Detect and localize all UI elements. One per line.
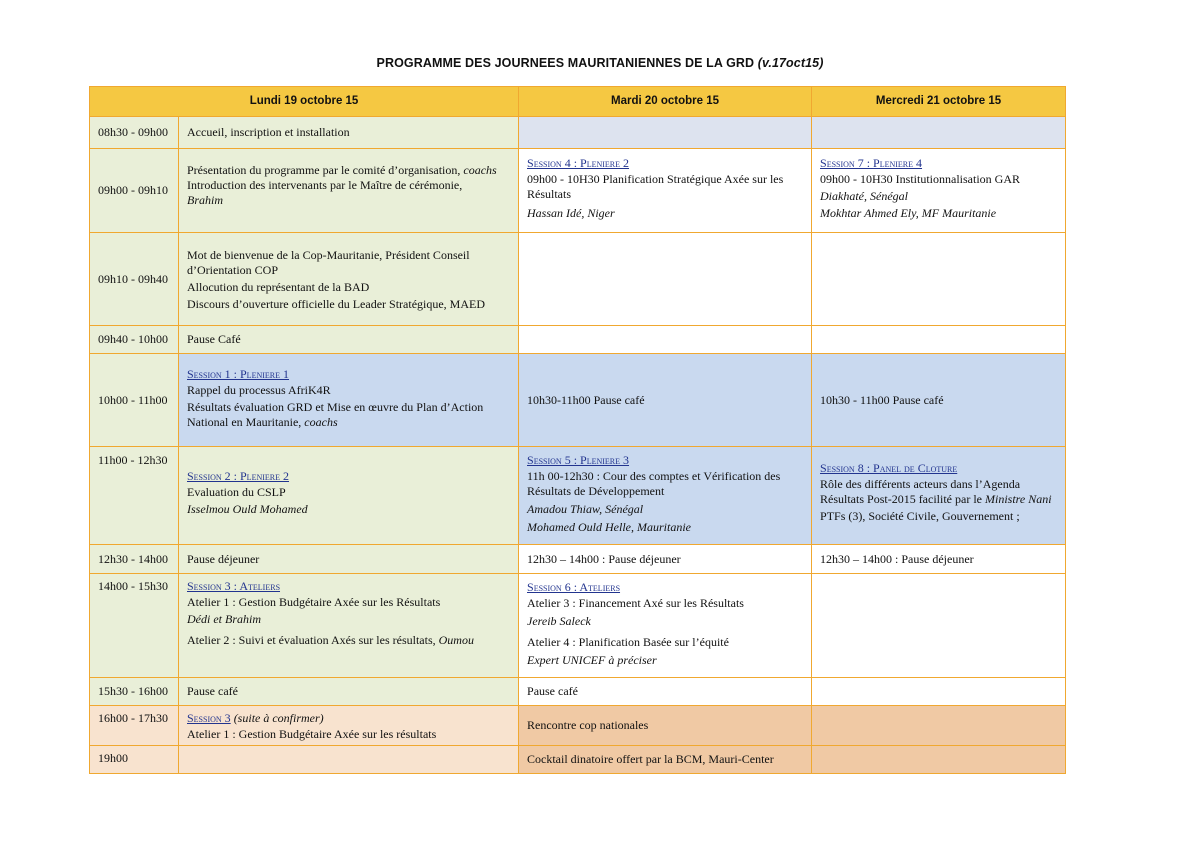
cell-text: 10h30-11h00 Pause café (527, 392, 645, 407)
day1-cell (179, 678, 519, 706)
table-row (90, 149, 1066, 233)
day2-cell (519, 326, 812, 354)
table-row (90, 447, 1066, 545)
cell-text: Rappel du processus AfriK4R (187, 383, 331, 397)
day3-cell (812, 574, 1066, 678)
day3-cell (812, 706, 1066, 746)
document-title (0, 56, 1200, 70)
table-row (90, 706, 1066, 746)
day3-cell (812, 326, 1066, 354)
day2-cell (519, 746, 812, 774)
session-link[interactable]: Session 3 (187, 711, 231, 725)
day3-cell (812, 149, 1066, 233)
cell-line (820, 477, 1055, 507)
day2-cell (519, 678, 812, 706)
cell-text: PTFs (3), Société Civile, Gouvernement ; (820, 509, 1020, 523)
table-row (90, 574, 1066, 678)
day1-cell (179, 545, 519, 574)
cell-italic: Mohamed Ould Helle, Mauritanie (527, 520, 691, 534)
cell-text: Rencontre cop nationales (527, 718, 649, 732)
cell-text: 11h 00-12h30 : Cour des comptes et Vérification des Résultats de Développement (527, 469, 781, 498)
session-link[interactable]: Session 2 : Pleniere 2 (187, 469, 290, 483)
day3-cell (812, 678, 1066, 706)
header-row (90, 87, 1066, 117)
title-version: (v.17oct15) (757, 56, 824, 70)
cell-text: Atelier 4 : Planification Basée sur l’équité (527, 635, 729, 649)
time-cell: 12h30 - 14h00 (90, 545, 179, 574)
cell-text: Cocktail dinatoire offert par la BCM, Mauri-Center (527, 752, 774, 766)
session-link[interactable]: Session 4 : Pleniere 2 (527, 156, 630, 170)
day1-cell (179, 706, 519, 746)
cell-italic: Diakhaté, Sénégal (820, 189, 908, 203)
day1-cell (179, 149, 519, 233)
cell-text: Résultats évaluation GRD et Mise en œuvre du Plan d’Action National en Mauritanie, (187, 400, 484, 429)
day2-cell (519, 447, 812, 545)
time-cell: 16h00 - 17h30 (90, 706, 179, 746)
cell-text: Atelier 2 : Suivi et évaluation Axés sur les résultats, (187, 633, 439, 647)
day3-cell (812, 354, 1066, 447)
day2-cell (519, 149, 812, 233)
session-link[interactable]: Session 5 : Pleniere 3 (527, 453, 630, 467)
day2-cell (519, 117, 812, 149)
time-cell: 11h00 - 12h30 (90, 447, 179, 545)
day3-cell (812, 545, 1066, 574)
cell-text: Atelier 3 : Financement Axé sur les Résultats (527, 596, 744, 610)
day1-cell (179, 233, 519, 326)
cell-text: Evaluation du CSLP (187, 485, 286, 499)
day1-cell (179, 117, 519, 149)
table-row (90, 545, 1066, 574)
cell-text: Discours d’ouverture officielle du Leader Stratégique, MAED (187, 297, 486, 311)
day2-cell (519, 706, 812, 746)
cell-text: Introduction des intervenants par le Maître de cérémonie, (187, 178, 463, 192)
day1-cell (179, 447, 519, 545)
header-day3: Mercredi 21 octobre 15 (812, 87, 1066, 117)
cell-italic: Brahim (187, 193, 223, 207)
time-cell: 10h00 - 11h00 (90, 354, 179, 447)
cell-text: 12h30 – 14h00 : Pause déjeuner (820, 551, 974, 566)
cell-text: Mot de bienvenue de la Cop-Mauritanie, Président Conseil d’Orientation COP (187, 248, 470, 277)
cell-line (187, 711, 508, 726)
cell-italic: Mokhtar Ahmed Ely, MF Mauritanie (820, 206, 997, 220)
day3-cell (812, 447, 1066, 545)
cell-italic: Hassan Idé, Niger (527, 206, 615, 220)
day2-cell (519, 233, 812, 326)
cell-text: 10h30 - 11h00 Pause café (820, 392, 944, 407)
cell-italic: Isselmou Ould Mohamed (187, 502, 308, 516)
session-note: (suite à confirmer) (230, 711, 324, 725)
session-link[interactable]: Session 8 : Panel de Cloture (820, 461, 958, 475)
header-day2: Mardi 20 octobre 15 (519, 87, 812, 117)
cell-text: Pause Café (187, 332, 241, 346)
cell-text: Allocution du représentant de la BAD (187, 280, 370, 294)
table-row (90, 326, 1066, 354)
day1-cell (179, 354, 519, 447)
cell-italic: Expert UNICEF à préciser (527, 653, 657, 667)
cell-text: Atelier 1 : Gestion Budgétaire Axée sur les Résultats (187, 595, 441, 609)
header-day1: Lundi 19 octobre 15 (90, 87, 519, 117)
cell-italic: coachs (304, 415, 338, 429)
cell-text: Présentation du programme par le comité d’organisation, (187, 163, 464, 177)
day3-cell (812, 233, 1066, 326)
cell-italic: Oumou (438, 633, 474, 647)
time-cell: 15h30 - 16h00 (90, 678, 179, 706)
cell-line (187, 633, 508, 648)
session-link[interactable]: Session 1 : Pleniere 1 (187, 367, 290, 381)
title-text: PROGRAMME DES JOURNEES MAURITANIENNES DE LA GRD (376, 56, 755, 70)
cell-text: Pause café (187, 684, 238, 698)
time-cell: 09h00 - 09h10 (90, 149, 179, 233)
day1-cell (179, 746, 519, 774)
session-link[interactable]: Session 3 : Ateliers (187, 579, 281, 593)
day1-cell (179, 326, 519, 354)
time-cell: 08h30 - 09h00 (90, 117, 179, 149)
cell-text: 09h00 - 10H30 Planification Stratégique Axée sur les Résultats (527, 172, 784, 201)
table-row (90, 233, 1066, 326)
cell-text: 09h00 - 10H30 Institutionnalisation GAR (820, 172, 1021, 186)
session-link[interactable]: Session 6 : Ateliers (527, 580, 621, 594)
day3-cell (812, 117, 1066, 149)
table-row (90, 746, 1066, 774)
day1-cell (179, 574, 519, 678)
day3-cell (812, 746, 1066, 774)
program-table (89, 86, 1066, 774)
time-cell: 09h10 - 09h40 (90, 233, 179, 326)
cell-text: Atelier 1 : Gestion Budgétaire Axée sur les résultats (187, 727, 437, 741)
cell-italic: Ministre Nani (984, 492, 1052, 506)
cell-italic: Jereib Saleck (527, 614, 591, 628)
cell-text: Rôle des différents acteurs dans l’Agenda Résultats Post-2015 facilité par le (820, 477, 1021, 506)
time-cell: 14h00 - 15h30 (90, 574, 179, 678)
table-row (90, 117, 1066, 149)
cell-italic: Amadou Thiaw, Sénégal (527, 502, 644, 516)
cell-text: 12h30 – 14h00 : Pause déjeuner (527, 551, 681, 566)
cell-text: Accueil, inscription et installation (187, 125, 350, 139)
session-link[interactable]: Session 7 : Pleniere 4 (820, 156, 923, 170)
time-cell: 19h00 (90, 746, 179, 774)
cell-line (187, 400, 508, 430)
table-row (90, 354, 1066, 447)
cell-italic: Dédi et Brahim (187, 612, 261, 626)
cell-line (187, 163, 508, 178)
cell-text: Pause café (527, 684, 578, 698)
time-cell: 09h40 - 10h00 (90, 326, 179, 354)
day2-cell (519, 354, 812, 447)
cell-text: Pause déjeuner (187, 551, 260, 566)
table-row (90, 678, 1066, 706)
day2-cell (519, 545, 812, 574)
day2-cell (519, 574, 812, 678)
cell-italic: coachs (463, 163, 497, 177)
